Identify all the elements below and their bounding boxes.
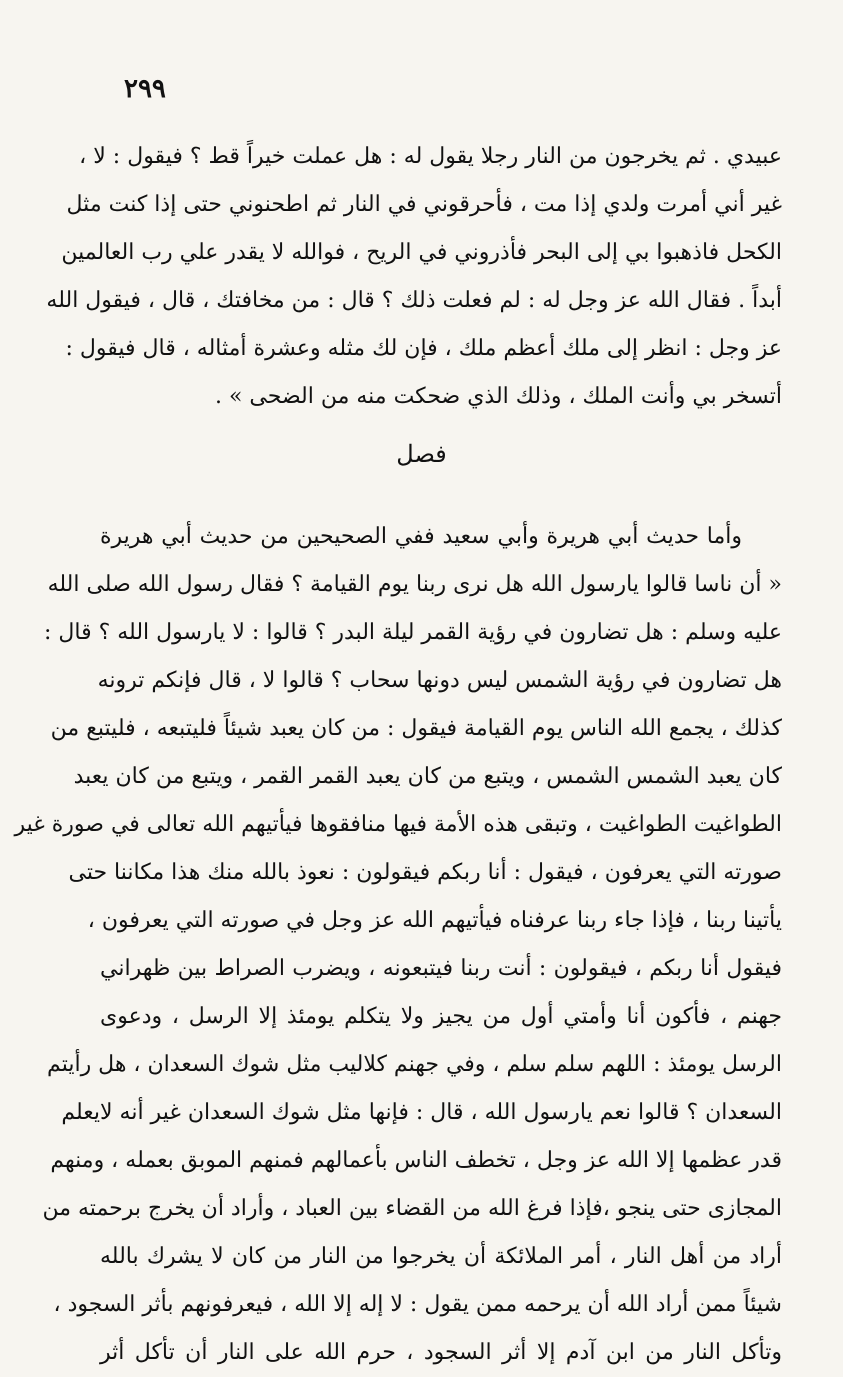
text-line: الطواغيت الطواغيت ، وتبقى هذه الأمة فيها منافقوها فيأتيهم الله تعالى في صورة غير [14, 812, 782, 837]
text-line: وأما حديث أبي هريرة وأبي سعيد ففي الصحيحين من حديث أبي هريرة [100, 524, 743, 549]
text-line: فيقول أنا ربكم ، فيقولون : أنت ربنا فيتبعونه ، ويضرب الصراط بين ظهراني [100, 956, 782, 981]
text-line: شيئاً ممن أراد الله أن يرحمه ممن يقول : لا إله إلا الله ، فيعرفونهم بأثر السجود ، [53, 1292, 782, 1317]
text-line: جهنم ، فأكون أنا وأمتي أول من يجيز ولا يتكلم يومئذ إلا الرسل ، ودعوى [100, 1004, 782, 1029]
text-line: قدر عظمها إلا الله عز وجل ، تخطف الناس بأعمالهم فمنهم الموبق بعمله ، ومنهم [50, 1148, 782, 1173]
text-line: كذلك ، يجمع الله الناس يوم القيامة فيقول : من كان يعبد شيئاً فليتبعه ، فليتبع من [50, 716, 782, 741]
paragraph-1 [46, 133, 782, 421]
text-line: صورته التي يعرفون ، فيقول : أنا ربكم فيقولون : نعوذ بالله منك هذا مكاننا حتى [68, 860, 782, 885]
text-line: هل تضارون في رؤية الشمس ليس دونها سحاب ؟ قالوا لا ، قال فإنكم ترونه [97, 668, 782, 693]
section-heading: فصل [396, 440, 447, 468]
text-line: السعدان ؟ قالوا نعم يارسول الله ، قال : فإنها مثل شوك السعدان غير أنه لايعلم [61, 1100, 782, 1125]
paragraph-2 [14, 513, 782, 1377]
text-line: الرسل يومئذ : اللهم سلم سلم ، وفي جهنم كلاليب مثل شوك السعدان ، هل رأيتم [47, 1052, 782, 1077]
text-line: عز وجل : انظر إلى ملك أعظم ملك ، فإن لك مثله وعشرة أمثاله ، قال فيقول : [65, 336, 782, 361]
text-line: يأتينا ربنا ، فإذا جاء ربنا عرفناه فيأتيهم الله عز وجل في صورته التي يعرفون ، [87, 908, 782, 933]
text-line: عبيدي . ثم يخرجون من النار رجلا يقول له : هل عملت خيراً قط ؟ فيقول : لا ، [79, 144, 782, 169]
text-line: غير أني أمرت ولدي إذا مت ، فأحرقوني في النار ثم اطحنوني حتى إذا كنت مثل [66, 192, 782, 217]
text-line: كان يعبد الشمس الشمس ، ويتبع من كان يعبد القمر القمر ، ويتبع من كان يعبد [73, 764, 782, 789]
text-line: الكحل فاذهبوا بي إلى البحر فأذروني في الريح ، فوالله لا يقدر علي رب العالمين [61, 240, 782, 265]
text-line: وتأكل النار من ابن آدم إلا أثر السجود ، حرم الله على النار أن تأكل أثر [100, 1340, 782, 1365]
text-line: أراد من أهل النار ، أمر الملائكة أن يخرجوا من النار من كان لا يشرك بالله [100, 1244, 782, 1269]
text-line: أتسخر بي وأنت الملك ، وذلك الذي ضحكت منه من الضحى » . [214, 384, 782, 409]
text-line: « أن ناسا قالوا يارسول الله هل نرى ربنا يوم القيامة ؟ فقال رسول الله صلى الله [47, 572, 782, 597]
page-number: ٢٩٩ [124, 74, 166, 104]
text-line: عليه وسلم : هل تضارون في رؤية القمر ليلة البدر ؟ قالوا : لا يارسول الله ؟ قال : [43, 620, 782, 645]
text-line: المجازى حتى ينجو ،فإذا فرغ الله من القضاء بين العباد ، وأراد أن يخرج برحمته من [42, 1196, 782, 1221]
text-line: أبداً . فقال الله عز وجل له : لم فعلت ذلك ؟ قال : من مخافتك ، قال ، فيقول الله [46, 288, 782, 313]
